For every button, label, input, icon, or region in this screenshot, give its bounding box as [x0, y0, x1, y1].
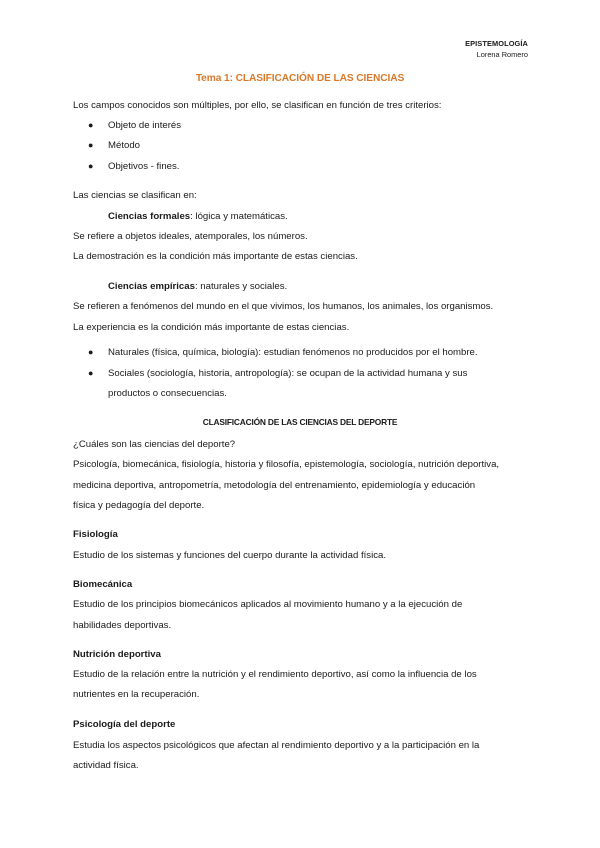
- bullet-icon: ●: [88, 368, 94, 378]
- psicologia-heading: Psicología del deporte: [73, 719, 176, 730]
- nutricion-text: nutrientes en la recuperación.: [73, 689, 200, 700]
- biomecanica-text: habilidades deportivas.: [73, 620, 172, 631]
- document-title: Tema 1: CLASIFICACIÓN DE LAS CIENCIAS: [195, 73, 405, 84]
- fisiologia-heading: Fisiología: [73, 529, 118, 540]
- section-title: CLASIFICACIÓN DE LAS CIENCIAS DEL DEPORTE: [202, 417, 398, 427]
- bullet-icon: ●: [88, 161, 94, 171]
- fisiologia-text: Estudio de los sistemas y funciones del cuerpo durante la actividad física.: [73, 550, 387, 561]
- criteria-item: Objetivos - fines.: [108, 161, 180, 172]
- formales-line: Se refiere a objetos ideales, atemporales, los números.: [73, 231, 308, 242]
- sciences-list: medicina deportiva, antropometría, metodología del entrenamiento, epidemiología y educación: [73, 480, 476, 491]
- criteria-item: Método: [108, 140, 140, 151]
- formales-rest: : lógica y matemáticas.: [190, 211, 288, 222]
- bullet-icon: ●: [88, 347, 94, 357]
- classify-intro: Las ciencias se clasifican en:: [73, 190, 197, 201]
- formales-label: Ciencias formales: [108, 211, 191, 222]
- formales-line: La demostración es la condición más importante de estas ciencias.: [73, 251, 358, 262]
- empiricas-line: Se refieren a fenómenos del mundo en el que vivimos, los humanos, los animales, los organismos.: [73, 301, 494, 312]
- biomecanica-heading: Biomecánica: [73, 579, 133, 590]
- criteria-item: Objeto de interés: [108, 120, 182, 131]
- empiricas-bullet-cont: productos o consecuencias.: [108, 388, 227, 399]
- bullet-icon: ●: [88, 140, 94, 150]
- section-question: ¿Cuáles son las ciencias del deporte?: [73, 439, 236, 450]
- empiricas-line: La experiencia es la condición más importante de estas ciencias.: [73, 322, 350, 333]
- page-header: [465, 38, 528, 60]
- psicologia-text: actividad física.: [73, 760, 139, 771]
- header-author: Lorena Romero: [476, 50, 528, 59]
- empiricas-label: Ciencias empíricas: [108, 281, 195, 292]
- nutricion-text: Estudio de la relación entre la nutrición y el rendimiento deportivo, así como la influencia de los: [73, 669, 477, 680]
- formales-definition: [108, 210, 288, 223]
- biomecanica-text: Estudio de los principios biomecánicos aplicados al movimiento humano y a la ejecución de: [73, 599, 463, 610]
- intro-text: Los campos conocidos son múltiples, por ello, se clasifican en función de tres criterios:: [73, 100, 442, 111]
- empiricas-bullet: Sociales (sociología, historia, antropología): se ocupan de la actividad humana y sus: [108, 368, 468, 379]
- empiricas-rest: : naturales y sociales.: [194, 281, 288, 292]
- empiricas-definition: [108, 280, 287, 293]
- header-subject: EPISTEMOLOGÍA: [465, 39, 528, 48]
- psicologia-text: Estudia los aspectos psicológicos que afectan al rendimiento deportivo y a la participación en la: [73, 740, 480, 751]
- sciences-list: física y pedagogía del deporte.: [73, 500, 205, 511]
- sciences-list: Psicología, biomecánica, fisiología, historia y filosofía, epistemología, sociología, nutrición deportiva,: [73, 459, 500, 470]
- nutricion-heading: Nutrición deportiva: [73, 649, 161, 660]
- empiricas-bullet: Naturales (física, química, biología): estudian fenómenos no producidos por el hombre.: [108, 347, 478, 358]
- bullet-icon: ●: [88, 120, 94, 130]
